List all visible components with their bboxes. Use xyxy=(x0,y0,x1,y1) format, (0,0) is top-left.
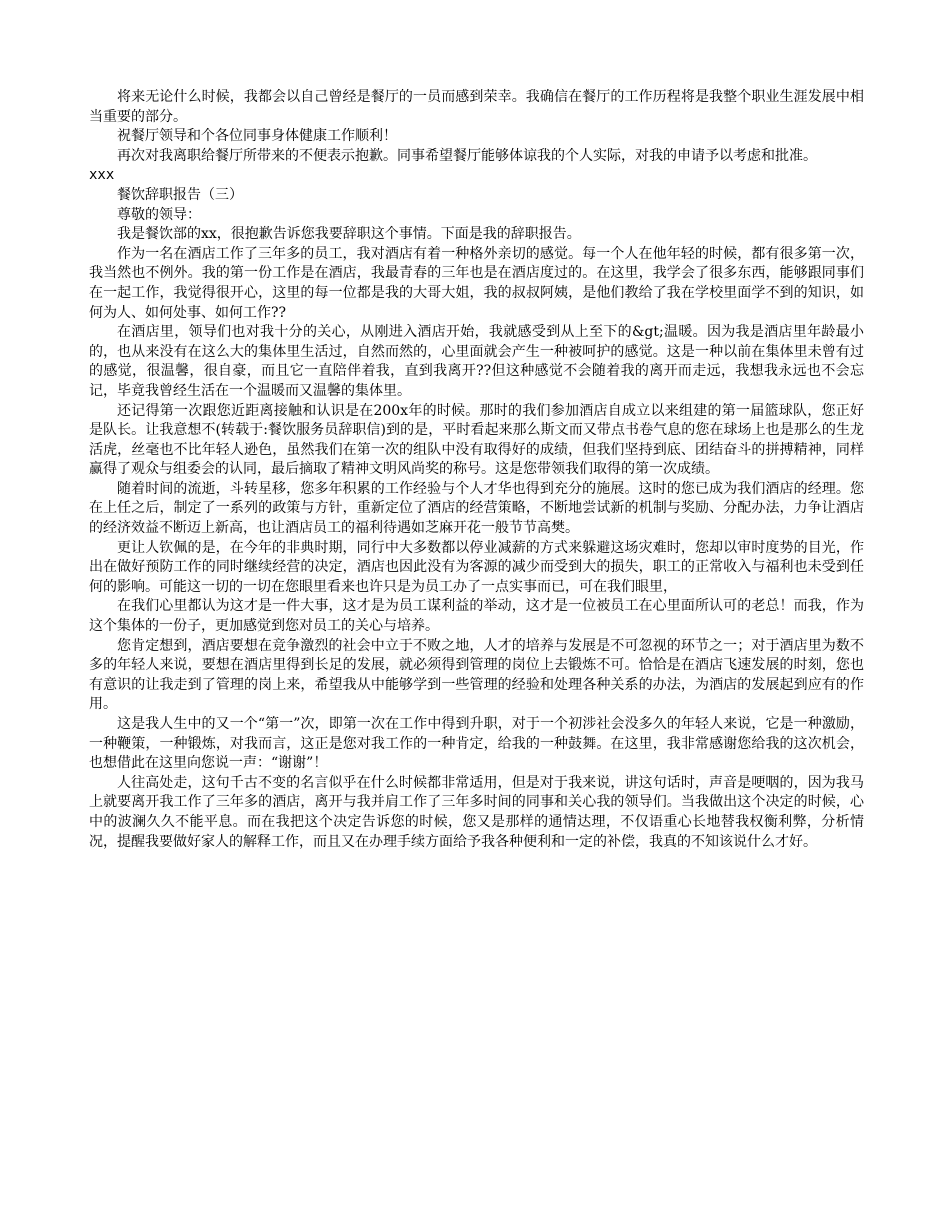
paragraph-care: 在酒店里，领导们也对我十分的关心，从刚进入酒店开始，我就感受到从上至下的&gt;温暖。因为我是酒店里年龄最小的，也从来没有在这么大的集体里生活过，自然而然的，心里面就会产生一种被呵护的感觉。这是一种以前在集体里未曾有过的感觉，很温馨，很自豪，而且它一直陪伴着我，直到我离开??但这种感觉不会随着我的离开而走远，我想我永远也不会忘记，毕竟我曾经生活在一个温暖而又温馨的集体里。 xyxy=(89,324,864,399)
document-body xyxy=(89,88,864,852)
paragraph-wishes: 祝餐厅领导和个各位同事身体健康工作顺利！ xyxy=(117,128,397,145)
paragraph-promotion: 这是我人生中的又一个“第一”次，即第一次在工作中得到升职，对于一个初涉社会没多久的年轻人来说，它是一种激励，一种鞭策，一种锻炼，对我而言，这正是您对我工作的一种肯定，给我的一种鼓舞。在这里，我非常感谢您给我的这次机会，也想借此在这里向您说一声：“谢谢”！ xyxy=(89,716,864,772)
paragraph-three-years: 作为一名在酒店工作了三年多的员工，我对酒店有着一种格外亲切的感觉。每一个人在他年轻的时候，都有很多第一次，我当然也不例外。我的第一份工作是在酒店，我最青春的三年也是在酒店度过的。在这里，我学会了很多东西，能够跟同事们在一起工作，我觉得很开心，这里的每一位都是我的大哥大姐，我的叔叔阿姨，是他们教给了我在学校里面学不到的知识，如何为人、如何处事、如何工作?? xyxy=(89,245,864,321)
paragraph-intro: 我是餐饮部的xx，很抱歉告诉您我要辞职这个事情。下面是我的辞职报告。 xyxy=(117,226,581,243)
paragraph-sars: 更让人钦佩的是，在今年的非典时期，同行中大多数都以停业减薪的方式来躲避这场灾难时，您却以审时度势的目光，作出在做好预防工作的同时继续经营的决定，酒店也因此没有为客源的减少而受到大的损失，职工的正常收入与福利也未受到任何的影响。可能这一切的一切在您眼里看来也许只是为员工办了一点实事而已，可在我们眼里， xyxy=(89,539,864,595)
paragraph-apology: 再次对我离职给餐厅所带来的不便表示抱歉。同事希望餐厅能够体谅我的个人实际，对我的申请予以考虑和批准。 xyxy=(117,147,817,164)
paragraph-leaving: 人往高处走，这句千古不变的名言似乎在什么时候都非常适用，但是对于我来说，讲这句话时，声音是哽咽的，因为我马上就要离开我工作了三年多的酒店，离开与我并肩工作了三年多时间的同事和关心我的领导们。当我做出这个决定的时候，心中的波澜久久不能平息。而在我把这个决定告诉您的时候，您又是那样的通情达理，不仅语重心长地替我权衡利弊，分析情况，提醒我要做好家人的解释工作，而且又在办理手续方面给予我各种便利和一定的补偿，我真的不知该说什么才好。 xyxy=(89,774,864,850)
section-title: 餐饮辞职报告（三） xyxy=(117,186,243,203)
paragraph-manager: 随着时间的流逝，斗转星移，您多年积累的工作经验与个人才华也得到充分的施展。这时的您已成为我们酒店的经理。您在上任之后，制定了一系列的政策与方针，重新定位了酒店的经营策略，不断地尝试新的机制与奖励、分配办法，力争让酒店的经济效益不断迈上新高，也让酒店员工的福利待遇如芝麻开花一般节节高樊。 xyxy=(89,480,864,537)
paragraph-talent: 您肯定想到，酒店要想在竞争激烈的社会中立于不败之地，人才的培养与发展是不可忽视的环节之一；对于酒店里为数不多的年轻人来说，要想在酒店里得到长足的发展，就必须得到管理的岗位上去锻炼不可。恰恰是在酒店飞速发展的时刻，您也有意识的让我走到了管理的岗上来，希望我从中能够学到一些管理的经验和处理各种关系的办法，为酒店的发展起到应有的作用。 xyxy=(89,637,864,713)
salutation: 尊敬的领导： xyxy=(117,206,201,223)
signature-name: xxx xyxy=(89,167,115,184)
paragraph-big-event: 在我们心里都认为这才是一件大事，这才是为员工谋利益的举动，这才是一位被员工在心里面所认可的老总！而我，作为这个集体的一份子，更加感觉到您对员工的关心与培养。 xyxy=(89,598,864,635)
paragraph-basketball: 还记得第一次跟您近距离接触和认识是在200x年的时候。那时的我们参加酒店自成立以来组建的第一届篮球队，您正好是队长。让我意想不(转载于:餐饮服务员辞职信)到的是，平时看起来那么斯文而又带点书卷气息的您在球场上也是那么的生龙活虎，丝毫也不比年轻人逊色，虽然我们在第一次的组队中没有取得好的成绩，但我们坚持到底、团结奋斗的拼搏精神，同样赢得了观众与组委会的认同，最后摘取了精神文明风尚奖的称号。这是您带领我们取得的第一次成绩。 xyxy=(89,402,864,478)
paragraph-closing-honor: 将来无论什么时候，我都会以自己曾经是餐厅的一员而感到荣幸。我确信在餐厅的工作历程将是我整个职业生涯发展中相当重要的部分。 xyxy=(89,89,864,125)
